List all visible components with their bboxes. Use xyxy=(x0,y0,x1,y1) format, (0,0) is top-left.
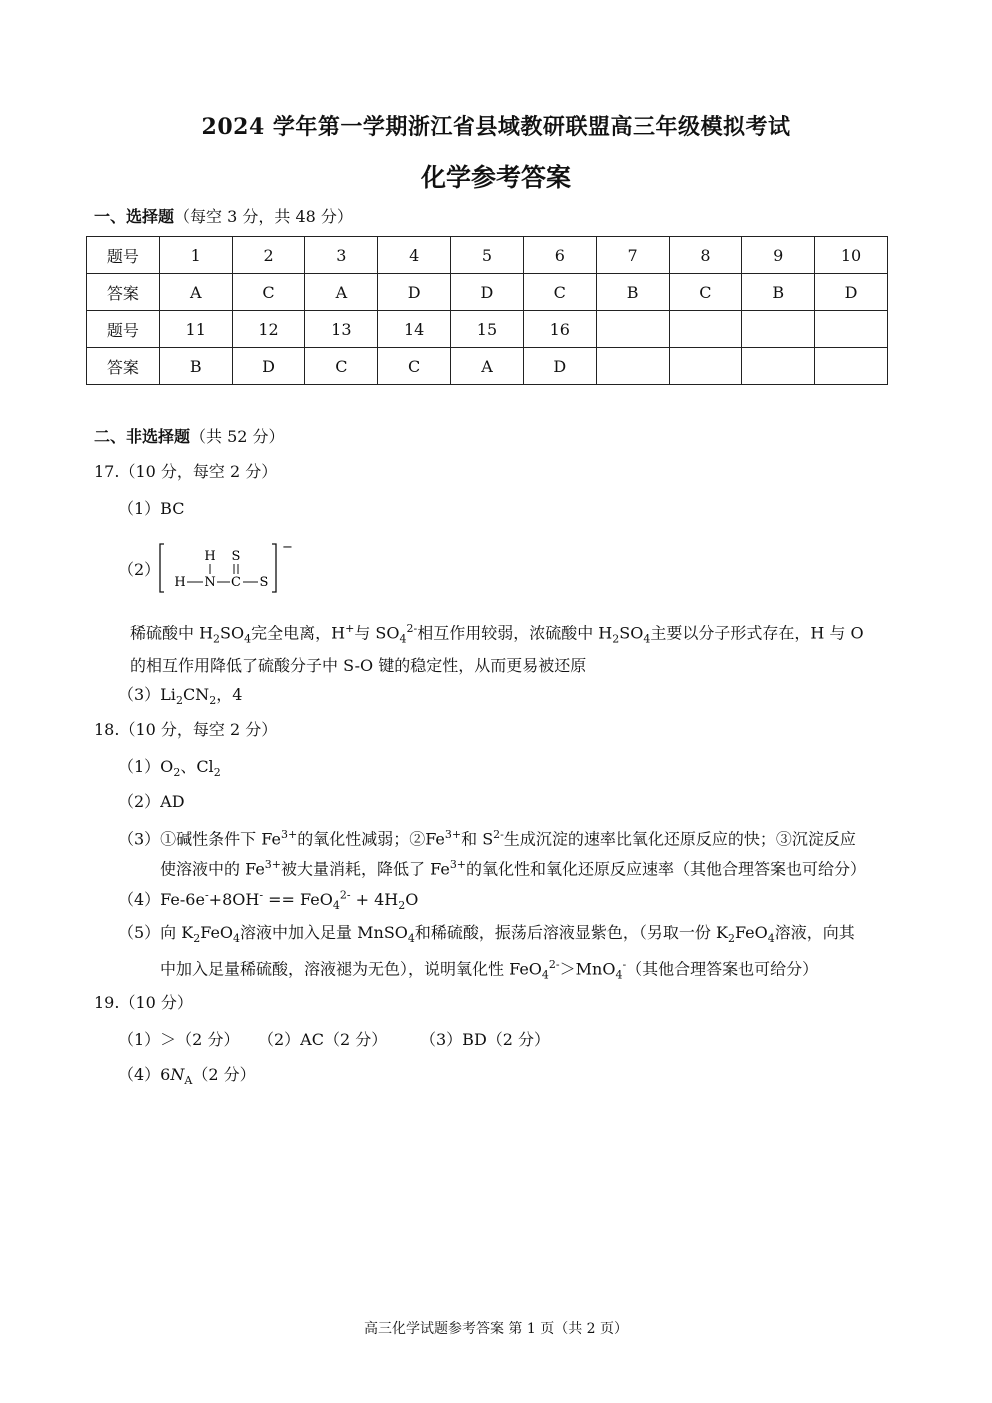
q17-explanation: 稀硫酸中 $H_2SO_4$完全电离，H+与 $SO_4^{2-}$相互作用较弱，浓硫酸中 $H_2SO_4$主要以分子形式存在，H 与 O 的相互作用降低了硫酸分子中 S-O 键的稳定性，从而更易被还原 xyxy=(130,622,864,675)
table-cell: 13 xyxy=(305,311,378,348)
table-cell: 14 xyxy=(378,311,451,348)
q18-answer-5: （5）向 $K_2FeO_4$溶液中加入足量 MnSO$_4$和稀硫酸，振荡后溶液显紫色，（另取一份 $K_2FeO_4$溶液，向其 中加入足量稀硫酸，溶液褪为无色），说明氧化性 FeO$_4^{2-}$＞MnO$_4$-（其他合理答案也可给分） xyxy=(118,923,855,982)
table-cell: 1 xyxy=(159,237,232,274)
table-cell xyxy=(596,348,669,385)
table-cell: D xyxy=(451,274,524,311)
charge-sign: − xyxy=(282,540,293,555)
table-row xyxy=(87,311,888,348)
table-cell: 12 xyxy=(232,311,305,348)
table-row xyxy=(87,348,888,385)
atom-s-top: S xyxy=(231,549,241,564)
table-cell xyxy=(815,348,888,385)
table-cell xyxy=(669,348,742,385)
table-cell: A xyxy=(451,348,524,385)
q17-answer-2-label: （2） xyxy=(118,560,161,579)
table-cell: 9 xyxy=(742,237,815,274)
q19-answer-2: （2）AC（2 分） xyxy=(258,1030,388,1049)
table-cell: A xyxy=(159,274,232,311)
table-cell xyxy=(742,311,815,348)
q18-answer-2: （2）AD xyxy=(118,792,185,811)
table-cell: C xyxy=(523,274,596,311)
q19-answer-3: （3）BD（2 分） xyxy=(420,1030,551,1049)
section-nonchoice-title: 二、非选择题 xyxy=(94,427,191,446)
page-subtitle: 化学参考答案 xyxy=(420,163,571,192)
table-cell: B xyxy=(742,274,815,311)
table-cell: B xyxy=(159,348,232,385)
q18-answer-4: $(4)Fe-6e^-+8OH^- == FeO_4^{2-} + 4H_2O$ xyxy=(118,888,419,913)
row-label: 题号 xyxy=(87,311,160,348)
table-cell: D xyxy=(232,348,305,385)
section-nonchoice-heading xyxy=(94,424,285,447)
q19-heading: 19.（10 分） xyxy=(94,993,193,1012)
table-cell: 3 xyxy=(305,237,378,274)
page-footer: 高三化学试题参考答案 第 1 页（共 2 页） xyxy=(363,1321,629,1337)
section-nonchoice-note: （共 52 分） xyxy=(190,427,285,446)
q17-answer-3: $(3)Li_2CN_2$，4 xyxy=(118,685,243,708)
table-cell: 4 xyxy=(378,237,451,274)
atom-c: C xyxy=(231,575,241,590)
dithiocarbamate-structure xyxy=(158,540,294,596)
answer-table xyxy=(86,236,888,385)
q18-answer-1: $(1)O_2$、$Cl_2$ xyxy=(118,757,221,780)
q18-answer-3: （3）①碱性条件下 $Fe^{3+}$的氧化性减弱；$②Fe^{3+}$和 $S^{2-}$生成沉淀的速率比氧化还原反应的快；③沉淀反应 使溶液中的 $Fe^{3+}$被大量消耗，降低了 $Fe^{3+}$的氧化性和氧化还原反应速率（其他合理答案也可给分） xyxy=(118,828,867,879)
table-cell: C xyxy=(232,274,305,311)
table-cell: B xyxy=(596,274,669,311)
table-cell: 6 xyxy=(523,237,596,274)
atom-h-left: H xyxy=(174,575,186,590)
table-cell xyxy=(742,348,815,385)
table-cell: 10 xyxy=(815,237,888,274)
table-cell: 2 xyxy=(232,237,305,274)
table-cell: C xyxy=(378,348,451,385)
atom-s-right: S xyxy=(259,575,269,590)
table-row xyxy=(87,274,888,311)
table-cell: A xyxy=(305,274,378,311)
table-cell: 15 xyxy=(451,311,524,348)
row-label: 答案 xyxy=(87,348,160,385)
table-row xyxy=(87,237,888,274)
table-cell: C xyxy=(305,348,378,385)
table-cell xyxy=(815,311,888,348)
section-choice-heading xyxy=(94,204,353,227)
row-label: 答案 xyxy=(87,274,160,311)
q17-answer-1: （1）BC xyxy=(118,499,185,518)
section-choice-title: 一、选择题 xyxy=(94,207,175,226)
table-cell: D xyxy=(378,274,451,311)
q18-heading: 18.（10 分，每空 2 分） xyxy=(94,720,278,739)
table-cell xyxy=(596,311,669,348)
q17-heading: 17.（10 分，每空 2 分） xyxy=(94,462,278,481)
table-cell: D xyxy=(815,274,888,311)
q19-answer-4: $(4)6N_A(2$ 分） xyxy=(118,1065,256,1088)
table-cell xyxy=(669,311,742,348)
q19-answer-1: （1）＞（2 分） xyxy=(118,1030,240,1049)
section-choice-note: （每空 3 分，共 48 分） xyxy=(174,207,353,226)
atom-n: N xyxy=(204,575,216,590)
table-cell: D xyxy=(523,348,596,385)
row-label: 题号 xyxy=(87,237,160,274)
table-cell: 5 xyxy=(451,237,524,274)
atom-h-top: H xyxy=(204,549,216,564)
table-cell: 8 xyxy=(669,237,742,274)
table-cell: C xyxy=(669,274,742,311)
page-title: 2024 学年第一学期浙江省县域教研联盟高三年级模拟考试 xyxy=(201,114,791,140)
table-cell: 11 xyxy=(159,311,232,348)
table-cell: 7 xyxy=(596,237,669,274)
table-cell: 16 xyxy=(523,311,596,348)
